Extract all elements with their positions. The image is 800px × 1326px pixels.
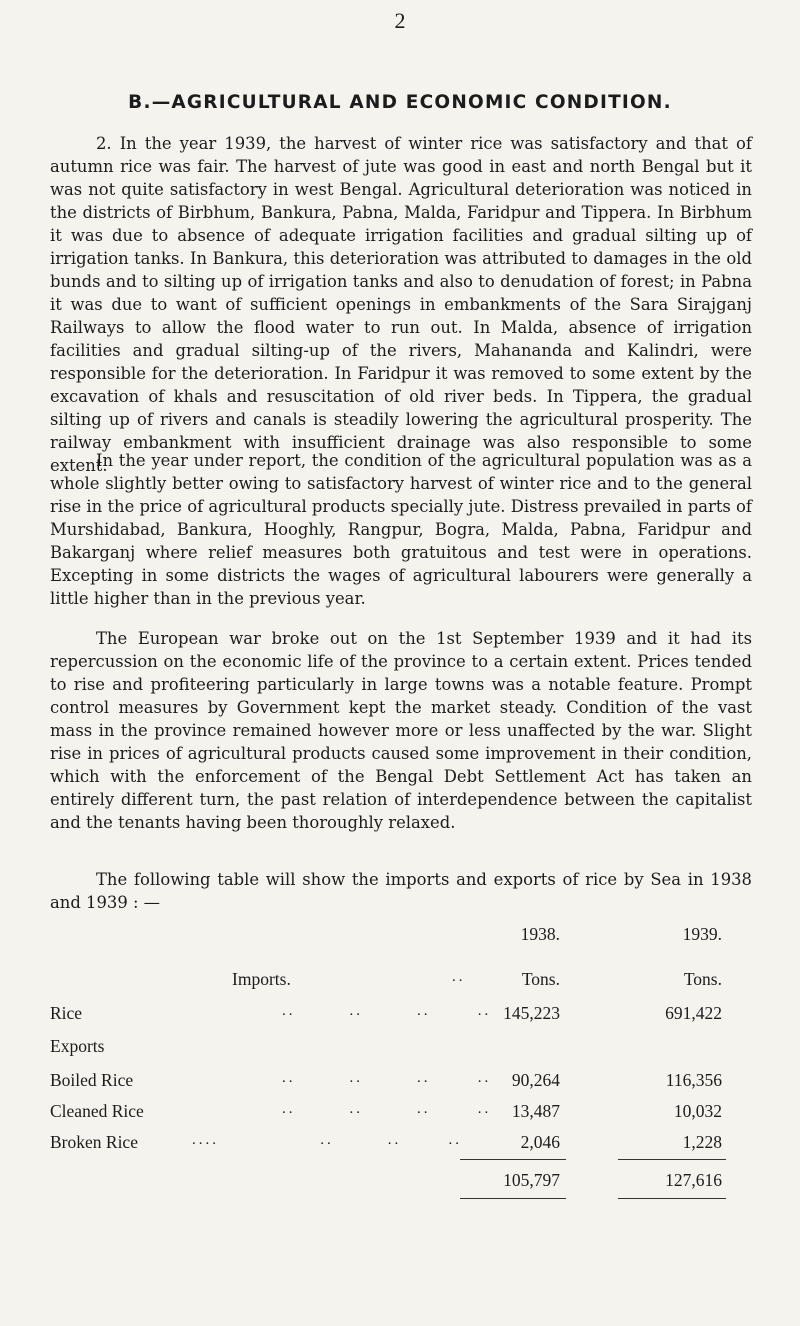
value-1939: 10,032 bbox=[673, 1101, 722, 1121]
value-1938: 13,487 bbox=[511, 1101, 560, 1121]
paragraph-war bbox=[50, 627, 752, 834]
column-header-1939: 1939. bbox=[682, 924, 722, 944]
leader-dots: .. .. .. .. bbox=[282, 1070, 492, 1086]
value-1938: 90,264 bbox=[511, 1070, 560, 1090]
table-row bbox=[50, 1003, 752, 1029]
unit-header-1939: Tons. bbox=[683, 969, 722, 989]
row-label: Cleaned Rice bbox=[50, 1101, 144, 1121]
column-header-1938: 1938. bbox=[520, 924, 560, 944]
page-number: 2 bbox=[394, 8, 406, 33]
paragraph-text: 2. In the year 1939, the harvest of winter rice was satisfactory and that of autumn rice was fair. The harvest of jute was good in east and north Bengal but it was not quite satisfactory in west Bengal. Agricultural deterioration was noticed in the districts of Birbhum, Bankura, Pabna, Malda, Faridpur and Tippera. In Birbhum it was due to absence of adequate irrigation facilities and gradual silting up of irrigation tanks. In Bankura, this deterioration was attributed to damages in the old bunds and to silting up of irrigation tanks and also to denudation of forest; in Pabna it was due to want of sufficient openings in embankments of the Sara Sirajganj Railways to allow the flood water to run out. In Malda, absence of irrigation facilities and gradual silting-up of the rivers, Mahananda and Kalindri, were responsible for the deterioration. In Faridpur it was removed to some extent by the excavation of khals and resuscitation of old river beds. In Tippera, the gradual silting up of rivers and canals is steadily lowering the agricultural prosperity. The railway embankment with insufficient drainage was also responsible to some extent. bbox=[50, 134, 752, 475]
row-label: Exports bbox=[50, 1036, 105, 1056]
row-label: Rice bbox=[50, 1003, 83, 1023]
total-1939: 127,616 bbox=[665, 1170, 722, 1190]
total-rule-1939 bbox=[618, 1159, 726, 1160]
table-year-header-row bbox=[50, 924, 752, 950]
paragraph-harvest bbox=[50, 132, 752, 477]
total-rule-1938 bbox=[460, 1159, 566, 1160]
paragraph-text: In the year under report, the condition of the agricultural population was as a whole slightly better owing to satisfactory harvest of winter rice and to the general rise in the price of agricultural products specially jute. Distress prevailed in parts of Murshidabad, Bankura, Hooghly, Rangpur, Bogra, Malda, Pabna, Faridpur and Bakarganj where relief measures both gratuitous and test were in operations. Excepting in some districts the wages of agricultural labourers were generally a little higher than in the previous year. bbox=[50, 451, 752, 608]
leader-dots: .. .. .. .. bbox=[282, 1101, 492, 1117]
value-1939: 1,228 bbox=[682, 1132, 722, 1152]
value-1938: 2,046 bbox=[520, 1132, 560, 1152]
paragraph-text: The European war broke out on the 1st September 1939 and it had its repercussion on the economic life of the province to a certain extent. Prices tended to rise and profiteering particularly in large towns was a notable feature. Prompt control measures by Government kept the market steady. Condition of the vast mass in the province remained however more or less unaffected by the war. Slight rise in prices of agricultural products caused some improvement in their condition, which with the enforcement of the Bengal Debt Settlement Act has taken an entirely different turn, the past relation of interdependence between the capitalist and the tenants having been thoroughly relaxed. bbox=[50, 629, 752, 832]
table-row bbox=[50, 1070, 752, 1096]
table-row bbox=[50, 1132, 752, 1158]
paragraph-text: The following table will show the imports and exports of rice by Sea in 1938 and 1939 : — bbox=[50, 870, 752, 912]
value-1939: 691,422 bbox=[665, 1003, 722, 1023]
unit-header-1938: Tons. bbox=[521, 969, 560, 989]
table-row-section bbox=[50, 1036, 752, 1062]
total-1938: 105,797 bbox=[503, 1170, 560, 1190]
row-label: Boiled Rice bbox=[50, 1070, 134, 1090]
paragraph-condition bbox=[50, 449, 752, 610]
table-total-row bbox=[50, 1170, 752, 1196]
table-unit-header-row bbox=[50, 969, 752, 995]
imports-label: Imports. bbox=[232, 969, 291, 989]
value-1938: 145,223 bbox=[503, 1003, 560, 1023]
table-row bbox=[50, 1101, 752, 1127]
total-underline-1938 bbox=[460, 1198, 566, 1199]
leader-dots: .... .. .. .. bbox=[192, 1132, 462, 1148]
total-underline-1939 bbox=[618, 1198, 726, 1199]
row-label: Broken Rice bbox=[50, 1132, 138, 1152]
leader-dots: .. .. .. .. bbox=[282, 1003, 492, 1019]
paragraph-table-intro bbox=[50, 868, 752, 914]
leader-dots: .. bbox=[452, 969, 466, 985]
section-heading: B.—AGRICULTURAL AND ECONOMIC CONDITION. bbox=[128, 92, 672, 113]
value-1939: 116,356 bbox=[665, 1070, 722, 1090]
